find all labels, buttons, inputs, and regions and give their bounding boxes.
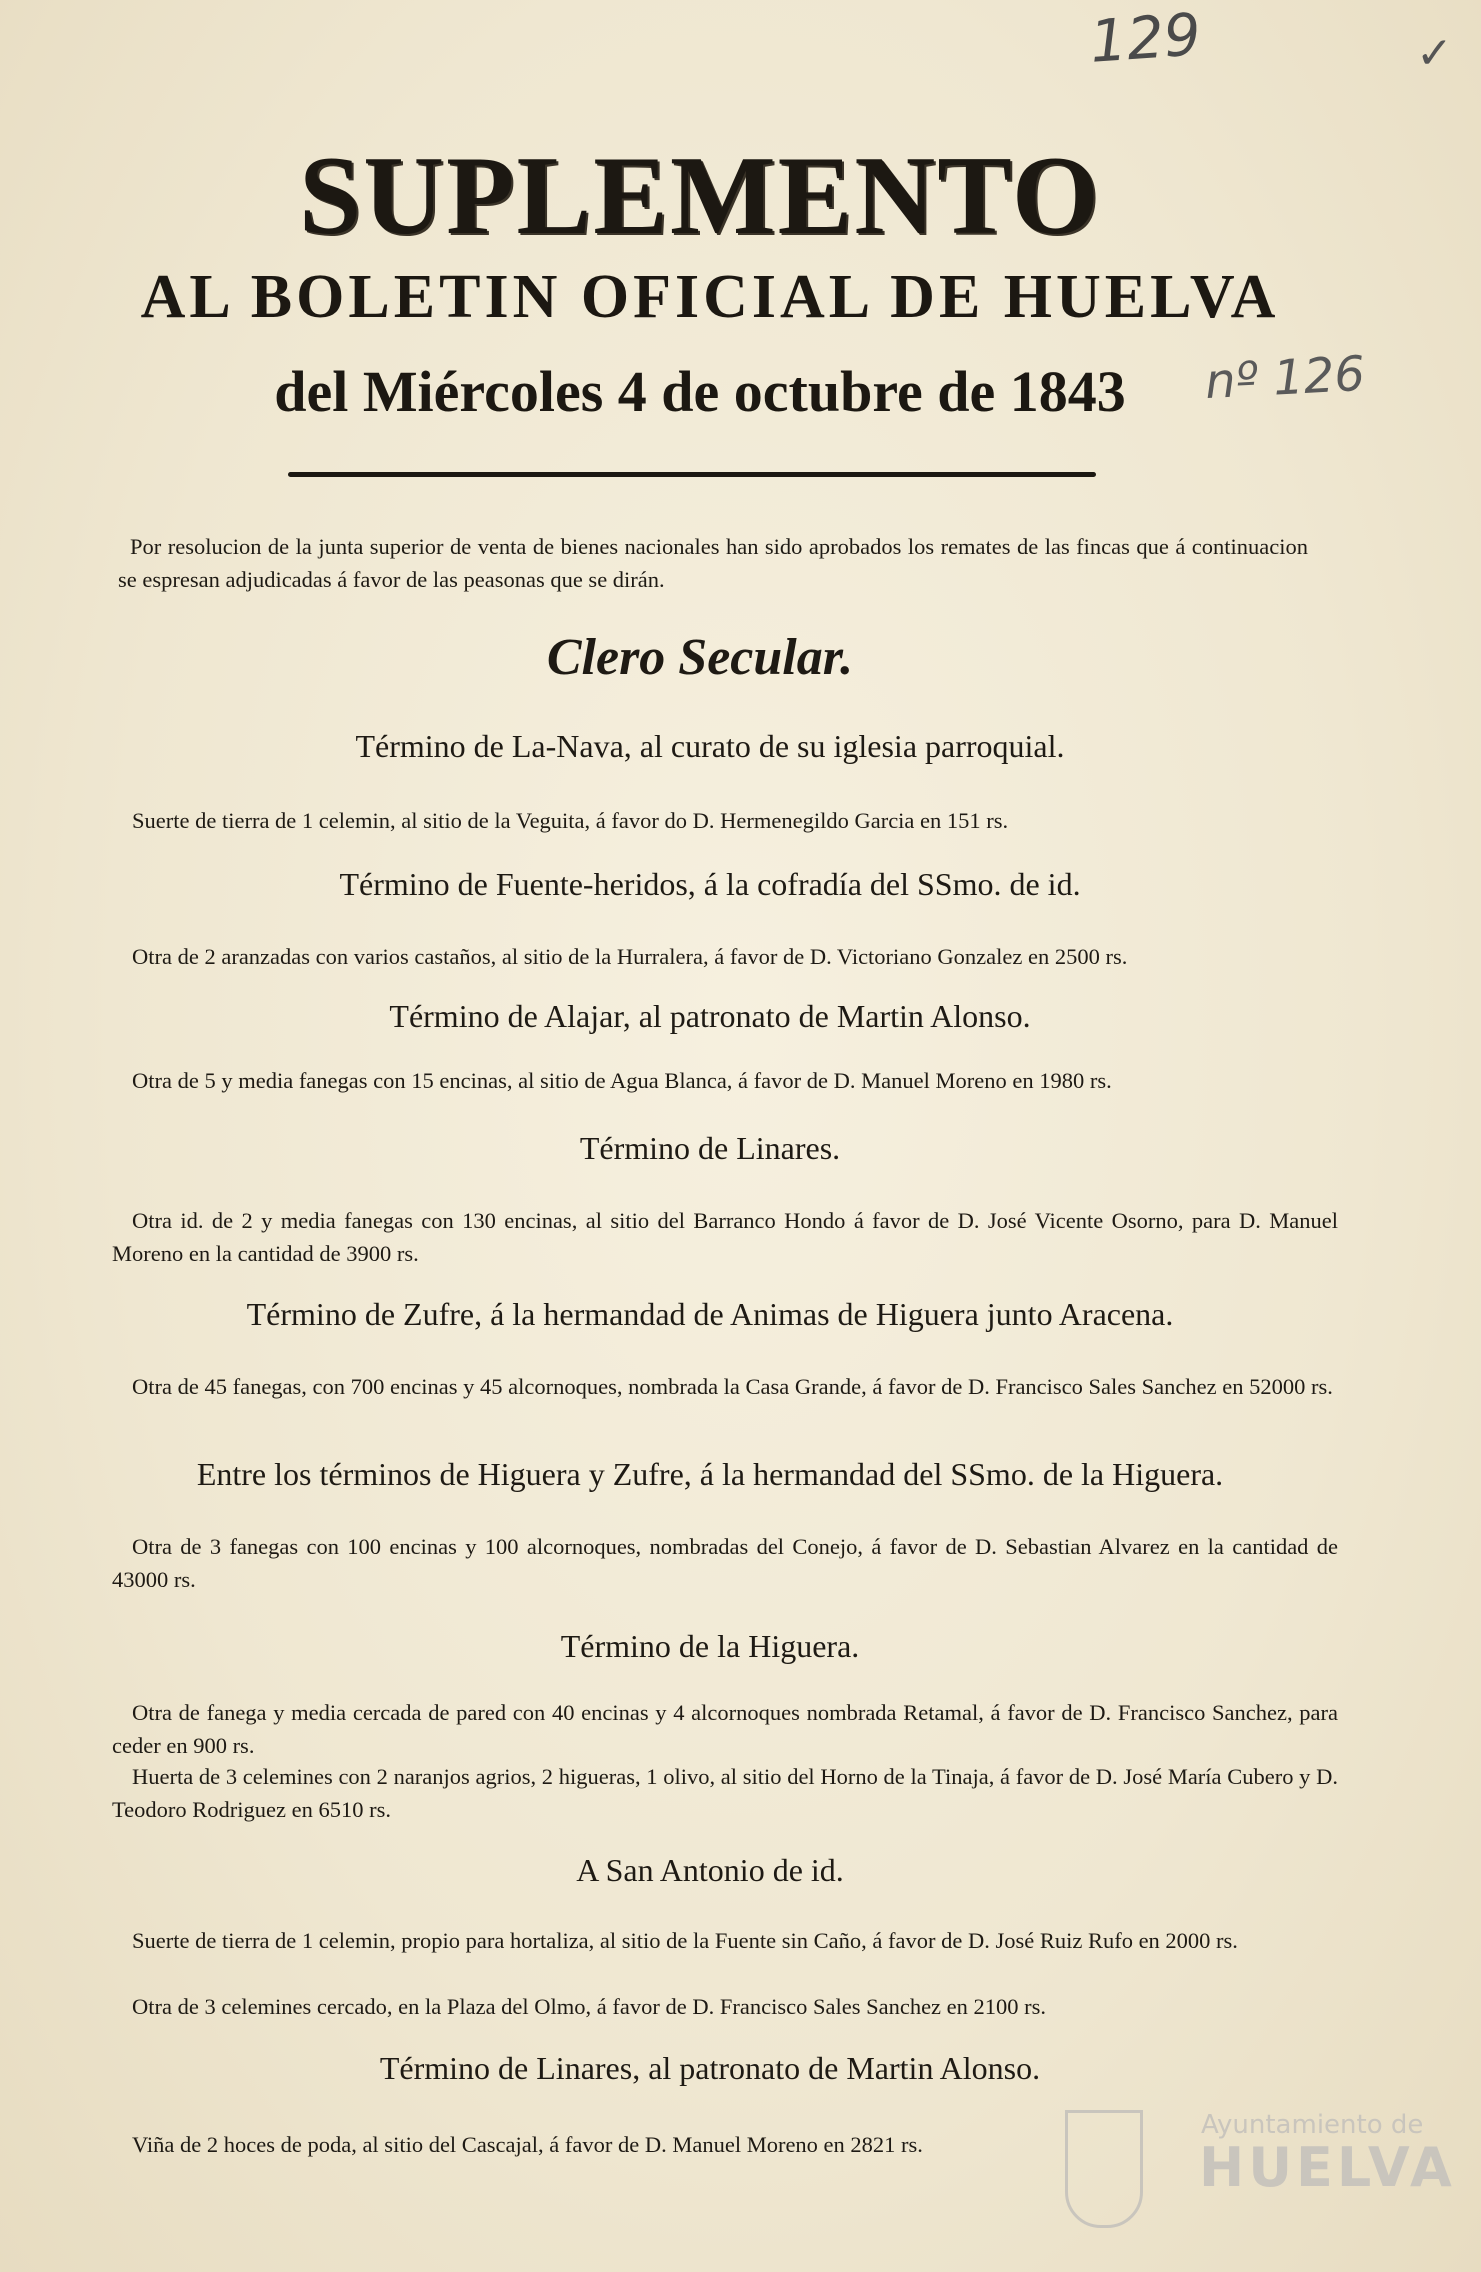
section-title: Clero Secular. — [546, 629, 854, 686]
watermark-big-text: HUELVA — [1199, 2136, 1456, 2199]
handwritten-check-mark: ✓ — [1416, 28, 1453, 79]
section-heading: A San Antonio de id. — [576, 1852, 844, 1888]
auction-entry: Otra de 2 aranzadas con varios castaños, al sitio de la Hurralera, á favor de D. Victoriano Gonzalez en 2500 rs. — [132, 944, 1128, 969]
watermark-small-text: Ayuntamiento de — [1201, 2110, 1424, 2140]
auction-entry: Huerta de 3 celemines con 2 naranjos agrios, 2 higueras, 1 olivo, al sitio del Horno de la Tinaja, á favor de D. José María Cubero y D. Teodoro Rodriguez en 6510 rs. — [112, 1764, 1338, 1822]
section-heading: Término de La-Nava, al curato de su iglesia parroquial. — [355, 728, 1065, 764]
title-rule — [288, 472, 1096, 477]
section-heading: Término de Linares, al patronato de Martin Alonso. — [379, 2050, 1041, 2086]
page-title: SUPLEMENTO — [298, 134, 1102, 258]
section-heading: Término de Fuente-heridos, á la cofradía del SSmo. de id. — [339, 866, 1081, 902]
section-heading: Entre los términos de Higuera y Zufre, á la hermandad del SSmo. de la Higuera. — [196, 1456, 1224, 1492]
auction-entry: Otra de 3 fanegas con 100 encinas y 100 alcornoques, nombradas del Conejo, á favor de D. Sebastian Alvarez en la cantidad de 43000 rs. — [112, 1534, 1338, 1592]
auction-entry: Viña de 2 hoces de poda, al sitio del Cascajal, á favor de D. Manuel Moreno en 2821 rs. — [132, 2132, 923, 2157]
handwritten-archive-note: nº 126 — [1203, 345, 1367, 411]
auction-entry: Suerte de tierra de 1 celemin, propio para hortaliza, al sitio de la Fuente sin Caño, á favor de D. José Ruiz Rufo en 2000 rs. — [132, 1928, 1238, 1953]
section-heading: Término de la Higuera. — [560, 1628, 860, 1664]
auction-entry: Otra de 3 celemines cercado, en la Plaza del Olmo, á favor de D. Francisco Sales Sanchez en 2100 rs. — [132, 1994, 1047, 2019]
auction-entry: Otra de 45 fanegas, con 700 encinas y 45 alcornoques, nombrada la Casa Grande, á favor de D. Francisco Sales Sanchez en 52000 rs. — [132, 1374, 1333, 1399]
page-subtitle: AL BOLETIN OFICIAL DE HUELVA — [140, 263, 1280, 331]
auction-entry: Suerte de tierra de 1 celemin, al sitio de la Veguita, á favor do D. Hermenegildo Garcia en 151 rs. — [132, 808, 1009, 833]
section-heading: Término de Linares. — [579, 1130, 841, 1166]
issue-date: del Miércoles 4 de octubre de 1843 — [274, 359, 1126, 424]
handwritten-page-number: 129 — [1087, 0, 1203, 76]
section-heading: Término de Zufre, á la hermandad de Animas de Higuera junto Aracena. — [246, 1296, 1174, 1332]
auction-entry: Otra id. de 2 y media fanegas con 130 encinas, al sitio del Barranco Hondo á favor de D. José Vicente Osorno, para D. Manuel Moreno en la cantidad de 3900 rs. — [112, 1208, 1338, 1266]
intro-paragraph: Por resolucion de la junta superior de venta de bienes nacionales han sido aprobados los remates de las fincas que á continuacion se espresan adjudicadas á favor de las peasonas que se dirán. — [118, 534, 1308, 592]
auction-entry: Otra de 5 y media fanegas con 15 encinas, al sitio de Agua Blanca, á favor de D. Manuel Moreno en 1980 rs. — [132, 1068, 1112, 1093]
auction-entry: Otra de fanega y media cercada de pared con 40 encinas y 4 alcornoques nombrada Retamal, á favor de D. Francisco Sanchez, para ceder en 900 rs. — [112, 1700, 1338, 1758]
coat-of-arms-icon — [1065, 2110, 1143, 2228]
section-heading: Término de Alajar, al patronato de Martin Alonso. — [389, 998, 1031, 1034]
